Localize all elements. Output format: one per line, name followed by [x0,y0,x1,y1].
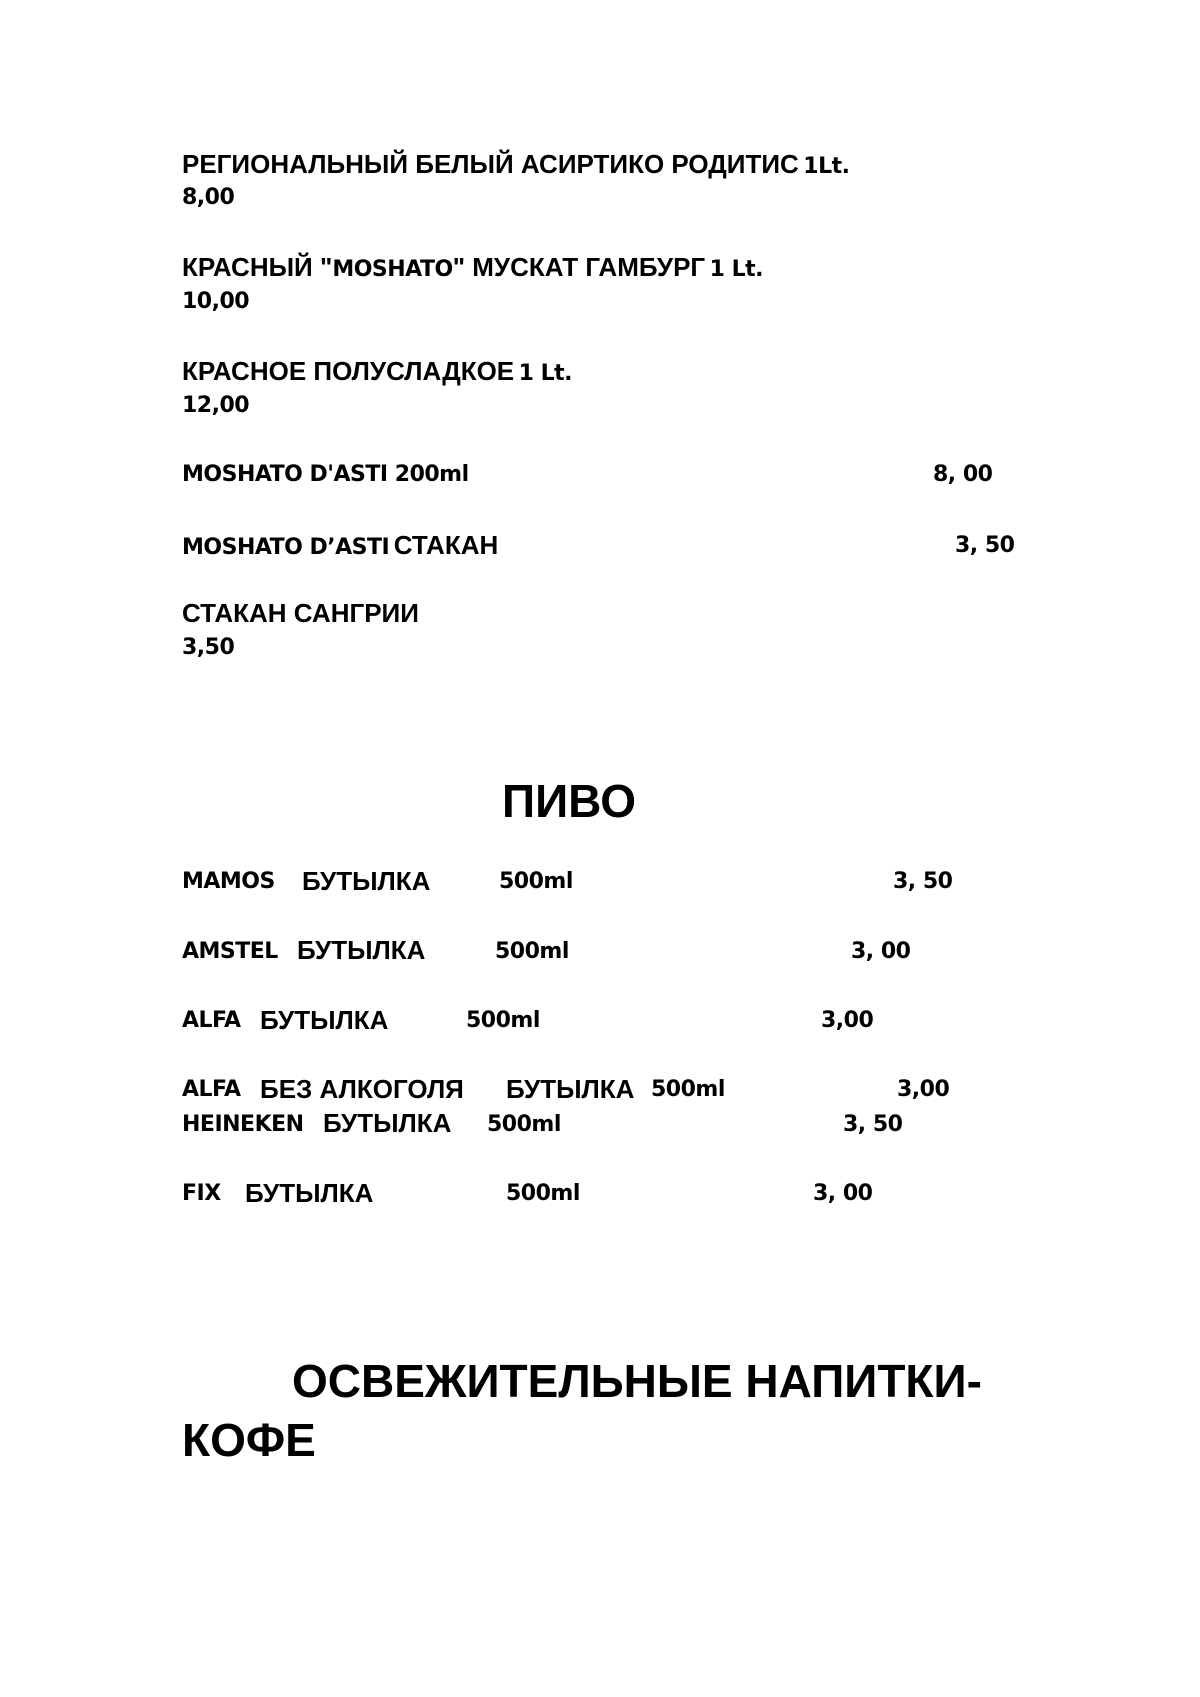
wine-item-name [182,151,849,178]
wine-volume: 1 Lt. [518,361,572,386]
wine-item-name [182,254,763,281]
beer-type: БУТЫЛКА [245,1178,374,1208]
beer-price: 3,00 [821,1008,874,1033]
wine-name: КРАСНОЕ ПОЛУСЛАДКОЕ [182,356,515,386]
beer-type: БУТЫЛКА [297,935,426,965]
wine-name: КРАСНЫЙ " [182,252,333,282]
wine-item-name: MOSHATO D'ASTI 200ml [182,462,469,487]
beer-brand: AMSTEL [182,939,278,964]
wine-volume: 1 Lt. [709,257,763,282]
wine-price: 10,00 [182,289,250,314]
wine-price: 3,50 [182,635,235,660]
beer-volume: 500ml [651,1077,725,1102]
section-title-beer: ПИВО [502,775,636,827]
wine-item-name: СТАКАН САНГРИИ [182,598,419,628]
beer-type: БУТЫЛКА [506,1074,635,1104]
beer-volume: 500ml [466,1008,540,1033]
beer-type: БУТЫЛКА [302,866,431,896]
beer-brand: ALFA [182,1077,241,1102]
beer-price: 3, 50 [843,1112,903,1137]
beer-brand: FIX [182,1181,221,1206]
beer-price: 3, 50 [893,869,953,894]
beer-volume: 500ml [506,1181,580,1206]
wine-name: СТАКАН [393,530,499,560]
beer-type: БУТЫЛКА [323,1108,452,1138]
beer-volume: 500ml [487,1112,561,1137]
beer-brand: HEINEKEN [182,1112,304,1137]
beer-price: 3,00 [897,1077,950,1102]
wine-price: 8,00 [182,185,235,210]
wine-name: РЕГИОНАЛЬНЫЙ БЕЛЫЙ АСИРТИКО РОДИТИС [182,149,799,179]
beer-brand: ALFA [182,1008,241,1033]
wine-item-name [182,532,498,559]
beer-volume: 500ml [499,869,573,894]
section-title-refreshments: ОСВЕЖИТЕЛЬНЫЕ НАПИТКИ- [292,1355,982,1407]
wine-price: 8, 00 [933,462,993,487]
beer-price: 3, 00 [813,1181,873,1206]
wine-price: 3, 50 [955,533,1015,558]
wine-volume: 1Lt. [803,154,850,179]
beer-brand: MAMOS [182,869,275,894]
section-title-refreshments-line2: КОФЕ [182,1414,316,1466]
wine-brand: MOSHATO [332,257,453,282]
wine-brand: MOSHATO D’ASTI [182,535,390,560]
beer-volume: 500ml [495,939,569,964]
beer-extra: БЕЗ АЛКОГОЛЯ [260,1074,464,1104]
wine-name: " МУСКАТ ГАМБУРГ [452,252,706,282]
wine-item-name [182,358,572,385]
beer-price: 3, 00 [851,939,911,964]
wine-price: 12,00 [182,393,250,418]
beer-type: БУТЫЛКА [260,1005,389,1035]
